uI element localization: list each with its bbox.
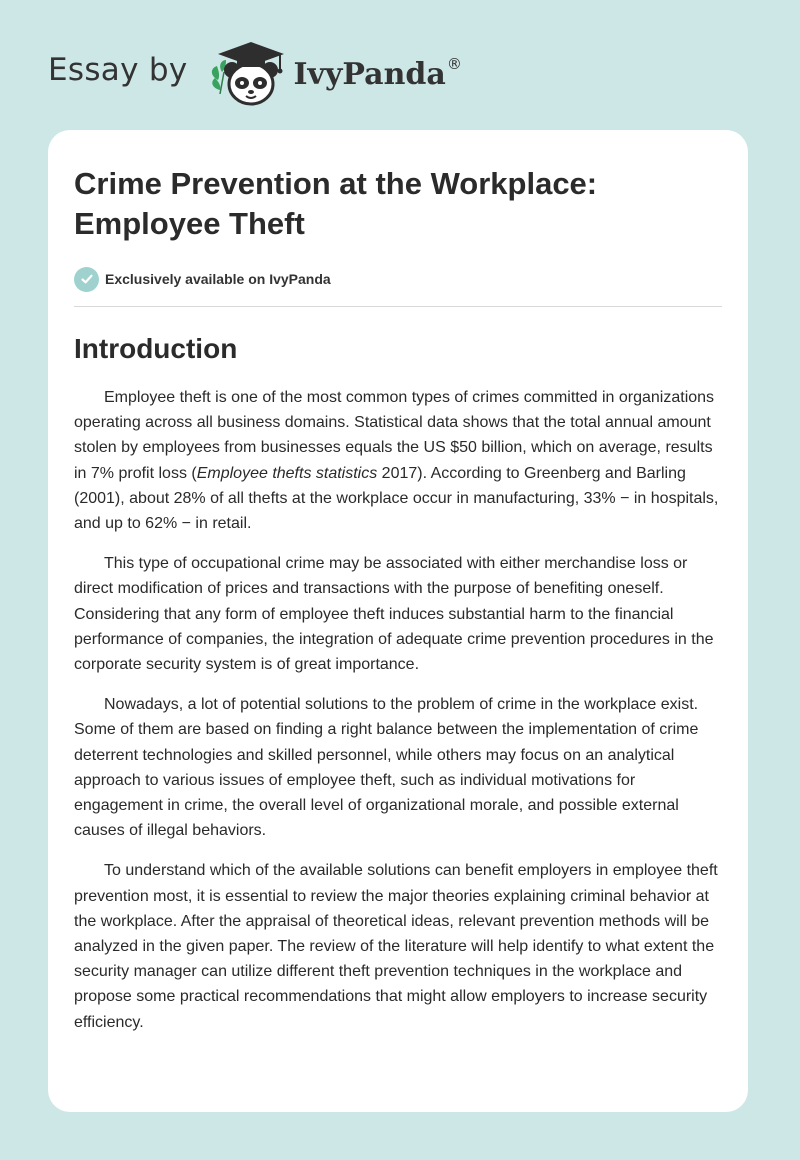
paragraph-1-text-b: 2017). According to Greenberg and Barling (2001), about 28% of all thefts at the workplace occur in manufacturing, 33% − in hospitals, and up to 62% − in retail. <box>74 464 719 533</box>
exclusive-badge <box>74 266 722 292</box>
badge-text: Exclusively available on IvyPanda <box>105 271 331 287</box>
paragraph-4: To understand which of the available solutions can benefit employers in employee theft prevention most, it is essential to review the major theories explaining criminal behavior at the workplace. After the appraisal of theoretical ideas, relevant prevention methods will be analyzed in the given paper. The review of the literature will help identify to what extent the security manager can utilize different theft prevention techniques in the workplace and propose some practical recommendations that might allow employers to increase security efficiency. <box>74 862 718 1031</box>
brand-text: IvyPanda <box>293 56 446 92</box>
check-icon <box>74 267 99 292</box>
paragraph-2: This type of occupational crime may be associated with either merchandise loss or direct modification of prices and transactions with the purpose of benefiting oneself. Considering that any form of employee theft induces substantial harm to the financial performance of companies, the integration of adequate crime prevention procedures in the corporate security system is of great importance. <box>74 555 714 674</box>
essay-card <box>48 130 748 1112</box>
paragraph-1-text-a: Employee theft is one of the most common types of crimes committed in organizations operating across all business domains. Statistical data shows that the total annual amount stolen by employees from businesses equals the US $50 billion, which on average, results in 7% profit loss ( <box>74 389 715 482</box>
paragraph-3: Nowadays, a lot of potential solutions to the problem of crime in the workplace exist. Some of them are based on finding a right balance between the implementation of crime deterrent technologies and skilled personnel, while others may focus on an analytical approach to various issues of employee theft, such as individual motivations for engagement in crime, the overall level of organizational morale, and possible external causes of illegal behaviors. <box>74 696 699 840</box>
brand-name[interactable] <box>294 55 462 92</box>
section-heading-introduction: Introduction <box>74 333 238 364</box>
divider <box>74 306 722 307</box>
citation-italic: Employee thefts statistics <box>196 464 378 482</box>
registered-mark: ® <box>446 54 462 73</box>
check-mark-glyph <box>80 272 94 286</box>
essay-title: Crime Prevention at the Workplace: Employee Theft <box>74 166 598 241</box>
essay-by-label: Essay by <box>48 52 188 88</box>
panda-graduation-cap-icon[interactable] <box>204 36 292 108</box>
paragraph-1 <box>74 385 722 536</box>
site-header <box>48 36 462 108</box>
